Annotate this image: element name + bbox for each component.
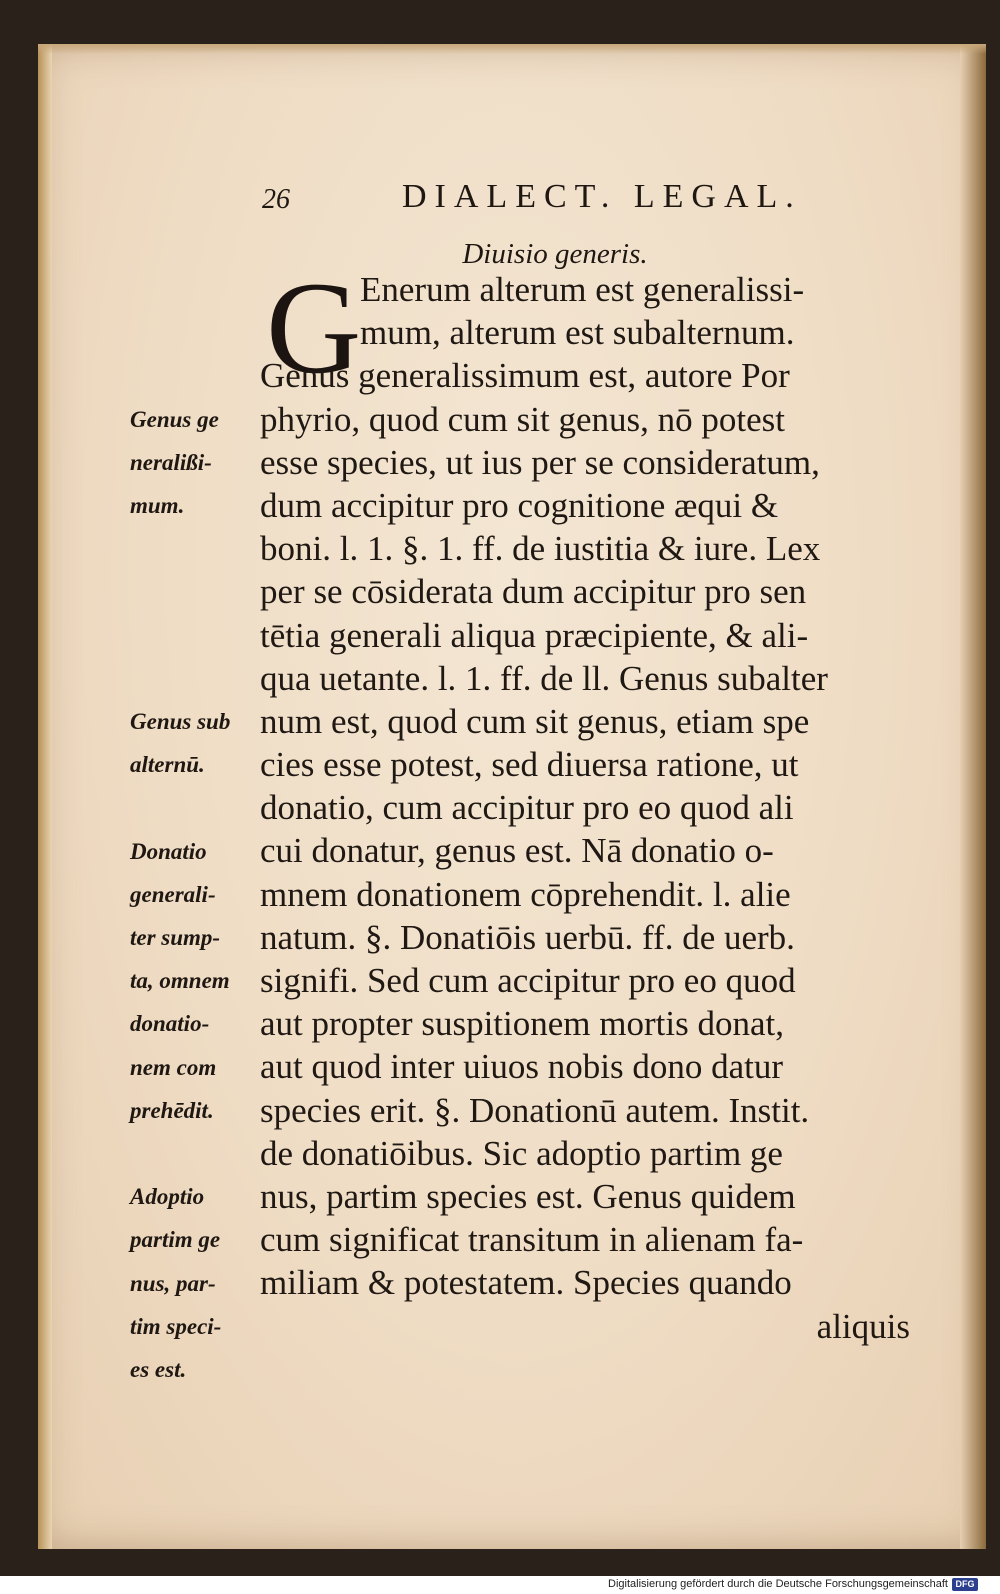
section-heading: Diuisio generis. bbox=[462, 238, 648, 270]
margin-note-line: partim ge bbox=[130, 1227, 221, 1253]
text-line: boni. l. 1. §. 1. ff. de iustitia & iure. Lex bbox=[260, 529, 821, 569]
margin-note-line: mum. bbox=[130, 492, 185, 518]
text-line: species erit. §. Donationū autem. Instit. bbox=[260, 1090, 810, 1130]
margin-note-line: ter sump- bbox=[130, 924, 221, 950]
margin-note-line: Adoptio bbox=[130, 1184, 205, 1210]
text-line: donatio, cum accipitur pro eo quod ali bbox=[260, 788, 794, 828]
margin-note-line: Genus sub bbox=[130, 709, 231, 734]
text-line: aut quod inter uiuos nobis dono datur bbox=[260, 1047, 784, 1087]
margin-note bbox=[130, 398, 219, 528]
text-line: cies esse potest, sed diuersa ratione, ut bbox=[260, 745, 799, 785]
margin-note-line: es est. bbox=[130, 1356, 187, 1382]
page-top-edge bbox=[38, 44, 986, 54]
dfg-logo: DFG bbox=[952, 1578, 978, 1591]
running-title: DIALECT. LEGAL. bbox=[402, 178, 802, 215]
margin-note-line: generali- bbox=[130, 881, 216, 907]
text-line: nus, partim species est. Genus quidem bbox=[260, 1176, 796, 1216]
text-line: signifi. Sed cum accipitur pro eo quod bbox=[260, 961, 796, 1000]
margin-note-line: Donatio bbox=[130, 838, 207, 864]
text-line: phyrio, quod cum sit genus, nō potest bbox=[260, 399, 785, 439]
text-line: num est, quod cum sit genus, etiam spe bbox=[260, 701, 810, 741]
margin-note-line: nem com bbox=[130, 1054, 217, 1080]
margin-note-line: tim speci- bbox=[130, 1313, 222, 1339]
text-line: cum significat transitum in alienam fa- bbox=[260, 1220, 804, 1260]
margin-note bbox=[130, 700, 230, 786]
margin-note bbox=[130, 830, 230, 1132]
drop-cap-initial: G bbox=[266, 254, 362, 401]
text-line: aliquis bbox=[816, 1306, 910, 1346]
margin-note-line: neralißi- bbox=[130, 449, 212, 475]
running-head bbox=[262, 178, 822, 218]
funding-credit: Digitalisierung gefördert durch die Deutsche Forschungsgemeinschaft bbox=[608, 1578, 948, 1590]
text-line: miliam & potestatem. Species quando bbox=[260, 1263, 792, 1303]
text-line: natum. §. Donatiōis uerbū. ff. de uerb. bbox=[260, 917, 795, 957]
text-line: mnem donationem cōprehendit. l. alie bbox=[260, 874, 791, 914]
margin-note-line: prehēdit. bbox=[130, 1097, 214, 1123]
text-line: cui donatur, genus est. Nā donatio o- bbox=[260, 831, 774, 871]
margin-note-line: nus, par- bbox=[130, 1270, 216, 1296]
main-text-block bbox=[260, 268, 920, 1348]
text-line: esse species, ut ius per se consideratum, bbox=[260, 442, 820, 482]
text-line: Enerum alterum est generalissi- bbox=[360, 270, 805, 309]
margin-note bbox=[130, 1175, 221, 1391]
page-number: 26 bbox=[262, 184, 290, 215]
margin-note-line: Genus ge bbox=[130, 406, 219, 432]
margin-note-line: donatio- bbox=[130, 1011, 210, 1037]
margin-note-line: alternū. bbox=[130, 752, 205, 778]
text-line: de donatiōibus. Sic adoptio partim ge bbox=[260, 1133, 783, 1173]
text-line: tētia generali aliqua præcipiente, & ali- bbox=[260, 615, 809, 655]
margin-note-line: ta, omnem bbox=[130, 968, 230, 994]
text-line: dum accipitur pro cognitione æqui & bbox=[260, 485, 779, 525]
text-line: Genus generalissimum est, autore Por bbox=[260, 356, 790, 396]
text-line: aut propter suspitionem mortis donat, bbox=[260, 1004, 784, 1044]
text-line: per se cōsiderata dum accipitur pro sen bbox=[260, 572, 807, 612]
text-line: qua uetante. l. 1. ff. de ll. Genus subalter bbox=[260, 658, 828, 698]
text-line: mum, alterum est subalternum. bbox=[360, 313, 795, 353]
